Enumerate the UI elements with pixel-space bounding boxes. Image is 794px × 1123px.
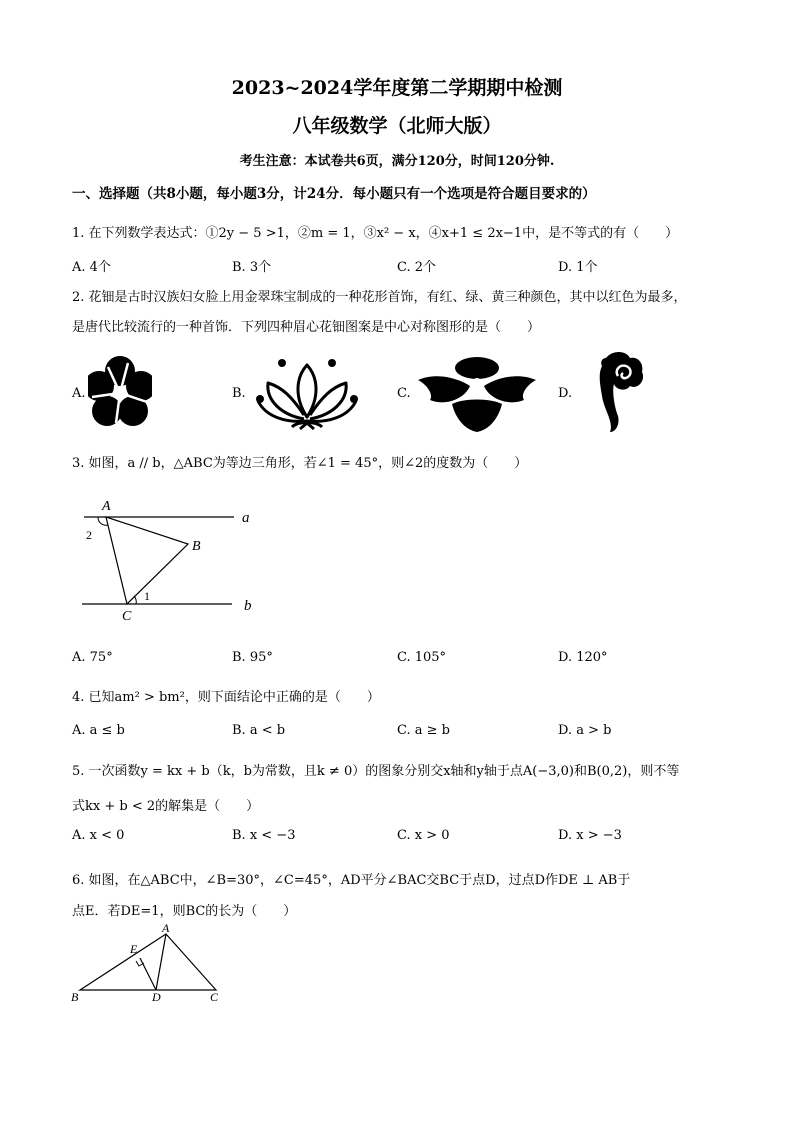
q1-option-a: A. 4个 [72,260,111,275]
q2-option-c: C. [397,386,411,401]
q5-option-a: A. x < 0 [72,828,125,843]
q6-figure-triangle [68,922,238,1006]
q6-label-b: B [71,990,79,1004]
q4-option-b: B. a < b [232,723,286,738]
q5-option-d: D. x > −3 [558,828,622,843]
q6-label-c: C [210,990,219,1004]
cloud-swirl-figure [592,350,646,434]
question-6-stem-line2: 点E．若DE=1，则BC的长为（ ） [72,904,297,919]
q6-label-e: E [130,942,138,956]
question-2-stem-line1: 2. 花钿是古时汉族妇女脸上用金翠珠宝制成的一种花形首饰，有红、绿、黄三种颜色，其中以红色为最多， [72,290,687,305]
q1-option-c: C. 2个 [397,260,437,275]
question-3-stem: 3. 如图，a // b，△ABC为等边三角形，若∠1 = 45°，则∠2的度数为（ ） [72,456,528,471]
q2-option-b: B. [232,386,246,401]
q3-label-angle-2: 2 [86,528,92,542]
q3-figure-parallel-lines [72,492,272,632]
section-heading: 一、选择题（共8小题，每小题3分，计24分．每小题只有一个选项是符合题目要求的） [72,186,596,202]
q5-option-b: B. x < −3 [232,828,296,843]
q3-label-b-point: B [192,539,201,554]
plum-blossom-figure [88,349,152,437]
q3-label-a-point: A [102,499,111,514]
q4-option-c: C. a ≥ b [397,723,450,738]
q4-option-d: D. a > b [558,723,612,738]
q1-option-d: D. 1个 [558,260,598,275]
q3-option-d: D. 120° [558,650,608,665]
q3-option-b: B. 95° [232,650,273,665]
q3-option-c: C. 105° [397,650,447,665]
question-5-stem-line1: 5. 一次函数y = kx + b（k，b为常数，且k ≠ 0）的图象分别交x轴和y轴于点A(−3,0)和B(0,2)，则不等 [72,764,680,779]
crescent-wings-figure [414,354,540,436]
q3-label-angle-1: 1 [144,589,150,603]
question-1-stem: 1. 在下列数学表达式：①2y − 5 >1，②m = 1，③x² − x，④x+1 ≤ 2x−1中，是不等式的有（ ） [72,226,679,241]
q6-label-a: A [162,922,170,935]
q3-option-a: A. 75° [72,650,113,665]
q6-label-d: D [152,990,161,1004]
question-2-stem-line2: 是唐代比较流行的一种首饰．下列四种眉心花钿图案是中心对称图形的是（ ） [72,320,541,335]
page-subtitle: 八年级数学（北师大版） [292,115,502,137]
q3-label-c-point: C [122,609,132,624]
q2-option-a: A. [72,386,86,401]
question-4-stem: 4. 已知am² > bm²，则下面结论中正确的是（ ） [72,690,380,705]
question-5-stem-line2: 式kx + b < 2的解集是（ ） [72,799,260,814]
q1-option-b: B. 3个 [232,260,272,275]
page-title: 2023~2024学年度第二学期期中检测 [231,77,563,99]
q3-label-line-b: b [244,598,252,614]
q5-option-c: C. x > 0 [397,828,450,843]
exam-notice: 考生注意：本试卷共6页，满分120分，时间120分钟. [239,154,555,169]
lotus-figure [252,355,362,435]
question-6-stem-line1: 6. 如图，在△ABC中，∠B=30°，∠C=45°，AD平分∠BAC交BC于点D，过点D作DE ⊥ AB于 [72,873,631,888]
q4-option-a: A. a ≤ b [72,723,125,738]
q2-option-d: D. [558,386,573,401]
q3-label-line-a: a [242,510,250,526]
